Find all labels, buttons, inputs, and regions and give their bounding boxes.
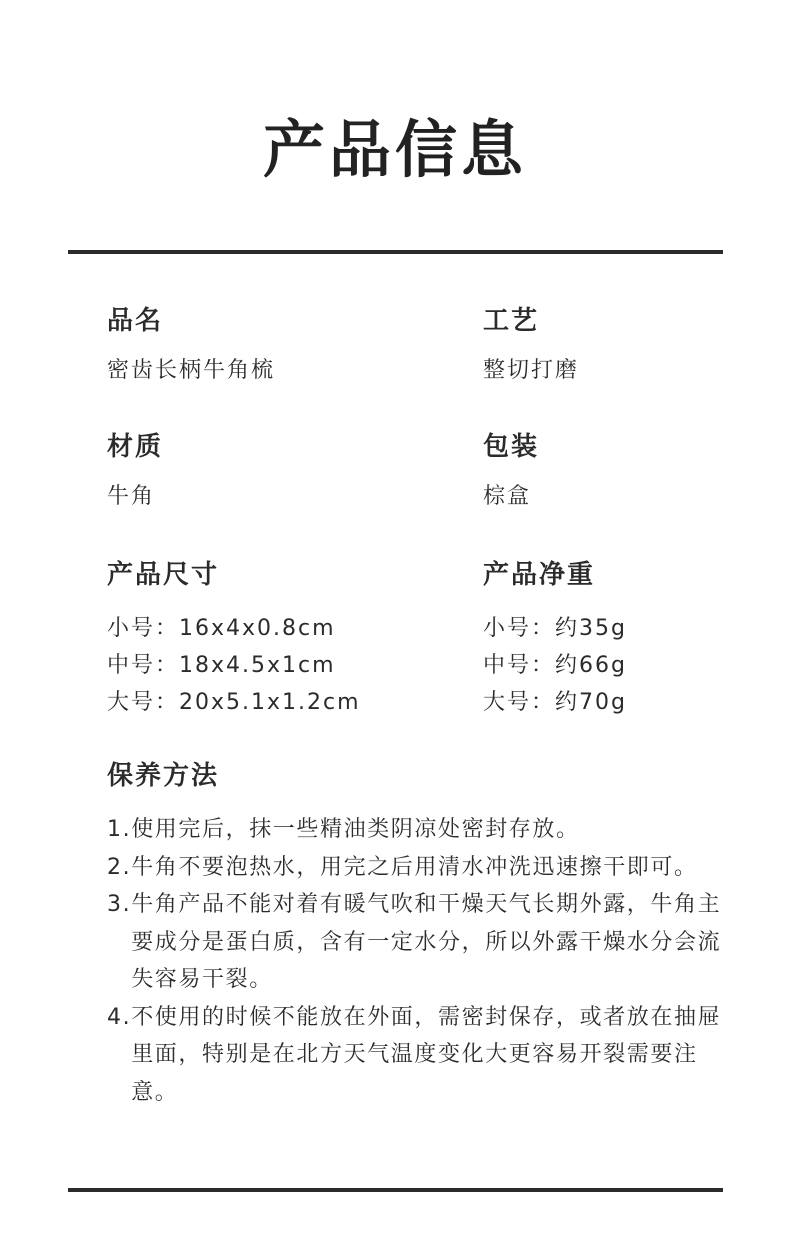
field-label: 工艺 xyxy=(483,306,540,336)
care-list xyxy=(107,811,727,1111)
field-label: 品名 xyxy=(107,306,164,336)
weight-medium: 中号：约66g xyxy=(483,653,627,678)
field-value: 棕盒 xyxy=(483,484,532,509)
field-label: 产品净重 xyxy=(483,560,596,590)
list-item xyxy=(107,886,727,999)
field-product-name xyxy=(107,304,407,389)
size-large: 大号：20x5.1x1.2cm xyxy=(107,690,361,715)
field-value: 密齿长柄牛角梳 xyxy=(107,358,276,383)
list-item xyxy=(107,811,727,849)
list-item-text: 牛角不要泡热水，用完之后用清水冲洗迅速擦干即可。 xyxy=(131,854,698,880)
list-item-number: 2. xyxy=(107,854,132,880)
list-item xyxy=(107,999,727,1112)
field-value: 牛角 xyxy=(107,484,156,509)
list-item xyxy=(107,849,727,887)
list-item-text: 使用完后，抹一些精油类阴凉处密封存放。 xyxy=(131,817,580,842)
field-packaging xyxy=(483,430,783,515)
page-title: 产品信息 xyxy=(262,113,527,186)
field-material xyxy=(107,430,407,515)
field-label: 材质 xyxy=(107,432,164,462)
size-small: 小号：16x4x0.8cm xyxy=(107,616,336,641)
bottom-divider xyxy=(68,1188,723,1192)
care-heading: 保养方法 xyxy=(107,761,220,791)
weight-small: 小号：约35g xyxy=(483,616,627,641)
field-size xyxy=(107,558,407,721)
list-item-number: 3. xyxy=(107,892,132,917)
top-divider xyxy=(68,250,723,254)
field-weight xyxy=(483,558,783,721)
field-craft xyxy=(483,304,783,389)
field-value: 整切打磨 xyxy=(483,358,580,383)
size-medium: 中号：18x4.5x1cm xyxy=(107,653,336,678)
field-label: 包装 xyxy=(483,432,540,462)
field-label: 产品尺寸 xyxy=(107,560,220,590)
list-item-number: 1. xyxy=(107,817,132,842)
list-item-number: 4. xyxy=(107,1004,132,1030)
care-section xyxy=(107,759,727,1111)
weight-large: 大号：约70g xyxy=(483,690,627,715)
list-item-text: 不使用的时候不能放在外面，需密封保存，或者放在抽屉里面，特别是在北方天气温度变化大更容易开裂需要注意。 xyxy=(131,1004,722,1105)
list-item-text: 牛角产品不能对着有暖气吹和干燥天气长期外露，牛角主要成分是蛋白质，含有一定水分，所以外露干燥水分会流失容易干裂。 xyxy=(131,892,722,992)
